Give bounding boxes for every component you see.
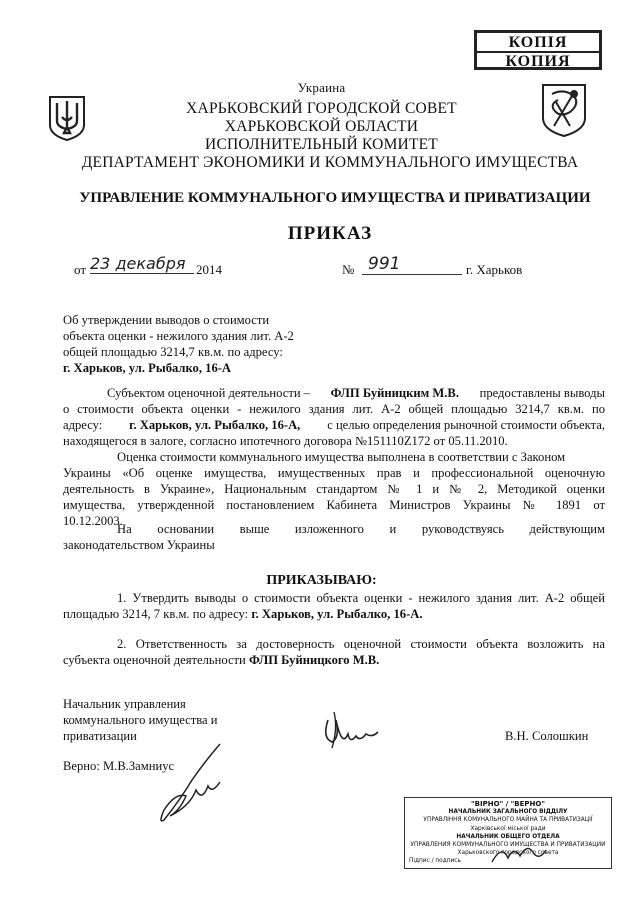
signatory-name: В.Н. Солошкин [505, 729, 589, 743]
true-copy-line: Верно: М.В.Замниус [63, 759, 175, 773]
city: г. Харьков [466, 262, 523, 277]
verification-stamp-line4: НАЧАЛЬНИК ОБЩЕГО ОТДЕЛА [456, 833, 560, 840]
para3-line-2: законодательством Украины [63, 538, 215, 552]
verification-stamp-line1: НАЧАЛЬНИК ЗАГАЛЬНОГО ВІДДІЛУ [448, 809, 568, 816]
signatory-title-1: Начальник управления [63, 697, 186, 711]
item2-line-2a: субъекта оценочной деятельности [63, 653, 246, 667]
signatory-title-3: приватизации [63, 729, 137, 743]
copy-stamp [474, 30, 602, 70]
verification-stamp-line3: Харківської міської ради [470, 825, 546, 832]
department-name: ДЕПАРТАМЕНТ ЭКОНОМИКИ И КОММУНАЛЬНОГО ИМУЩЕСТВА [81, 154, 579, 171]
date-prefix: от [74, 262, 87, 277]
directorate-name: УПРАВЛЕНИЕ КОММУНАЛЬНОГО ИМУЩЕСТВА И ПРИВАТИЗАЦИИ [79, 190, 591, 206]
document-title: ПРИКАЗ [287, 223, 373, 244]
para1-line-1a: Субъектом оценочной деятельности – [107, 386, 311, 400]
item1-line-1: 1. Утвердить выводы о стоимости объекта оценки - нежилого здания лит. А-2 общей [117, 591, 605, 605]
subject-line-2: объекта оценки - нежилого здания лит. А-2 [63, 329, 294, 343]
para1-line-3 [63, 417, 605, 433]
signatory-title-2: коммунального имущества и [63, 713, 218, 727]
para1-line-4: находящегося в залоге, согласно ипотечного договора №151110Z172 от 05.11.2010. [63, 434, 508, 448]
subject-line-3: общей площадью 3214,7 кв.м. по адресу: [63, 345, 283, 359]
item1-line-2 [63, 606, 423, 622]
copy-stamp-line2: КОПИЯ [505, 53, 571, 70]
subject-line-4: г. Харьков, ул. Рыбалко, 16-А [63, 361, 232, 375]
para2-line-1: Оценка стоимости коммунального имущества выполнена в соответствии с Законом [117, 450, 566, 464]
para1-line-1 [107, 385, 605, 401]
para2-line-3: деятельность в Украине», Национальным стандартом № 1 и № 2, Методикой оценки [63, 482, 605, 496]
committee-name: ИСПОЛНИТЕЛЬНЫЙ КОМИТЕТ [205, 136, 438, 153]
verification-stamp-line2: УПРАВЛІННЯ КОМУНАЛЬНОГО МАЙНА ТА ПРИВАТИЗАЦІЇ [423, 817, 593, 824]
para2-line-5: 10.12.2003. [63, 514, 123, 528]
para2-line-4: имущества, утвержденной постановлением Кабинета Министров Украины № 1891 от [63, 498, 605, 512]
item1-line-2a: площадью 3214, 7 кв.м. по адресу: [63, 607, 249, 621]
region-name: ХАРЬКОВСКОЙ ОБЛАСТИ [224, 118, 419, 135]
verification-stamp-heading: "ВІРНО" / "ВЕРНО" [471, 800, 545, 808]
para1-line-3a: адресу: [63, 418, 103, 432]
stamp-signature [488, 836, 548, 872]
order-heading: ПРИКАЗЫВАЮ: [266, 573, 377, 588]
para2-line-2: Украины «Об оценке имущества, имущественных прав и профессиональной оценочную [63, 466, 605, 480]
para1-address: г. Харьков, ул. Рыбалко, 16-А, [129, 418, 301, 432]
para1-line-3c: с целью определения рыночной стоимости объекта, [327, 418, 605, 432]
date-handwritten: 23 декабря [90, 254, 194, 274]
subject-line-1: Об утверждении выводов о стоимости [63, 313, 270, 327]
para1-line-2: о стоимости объекта оценки - нежилого здания лит. А-2 общей площадью 3214,7 кв.м. по [63, 402, 605, 416]
item1-address: г. Харьков, ул. Рыбалко, 16-А. [251, 607, 423, 621]
item2-appraiser: ФЛП Буйницкого М.В. [248, 653, 380, 667]
para1-line-1c: предоставлены выводы [479, 386, 605, 400]
item2-line-2 [63, 652, 379, 668]
para1-appraiser: ФЛП Буйницким М.В. [330, 386, 459, 400]
council-name: ХАРЬКОВСКИЙ ГОРОДСКОЙ СОВЕТ [186, 100, 457, 117]
copy-stamp-line1: КОПІЯ [477, 34, 599, 53]
country-name: Украина [297, 80, 346, 95]
para3-line-1: На основании выше изложенного и руководствуясь действующим [117, 522, 605, 536]
verification-stamp-line5: УПРАВЛЕНИЯ КОММУНАЛЬНОГО ИМУЩЕСТВА И ПРИВАТИЗАЦИИ [410, 842, 606, 849]
verification-stamp-line7: Підпис / подпись [409, 858, 461, 865]
director-signature [320, 708, 382, 756]
order-number-handwritten: 991 [362, 254, 462, 275]
item2-line-1: 2. Ответственность за достоверность оценочной стоимости объекта возложить на [117, 637, 605, 651]
clerk-signature [150, 740, 226, 826]
number-prefix: № [342, 262, 355, 277]
verification-stamp-line6: Харьковского городского совета [457, 850, 559, 857]
date-year: 2014 [196, 262, 222, 277]
